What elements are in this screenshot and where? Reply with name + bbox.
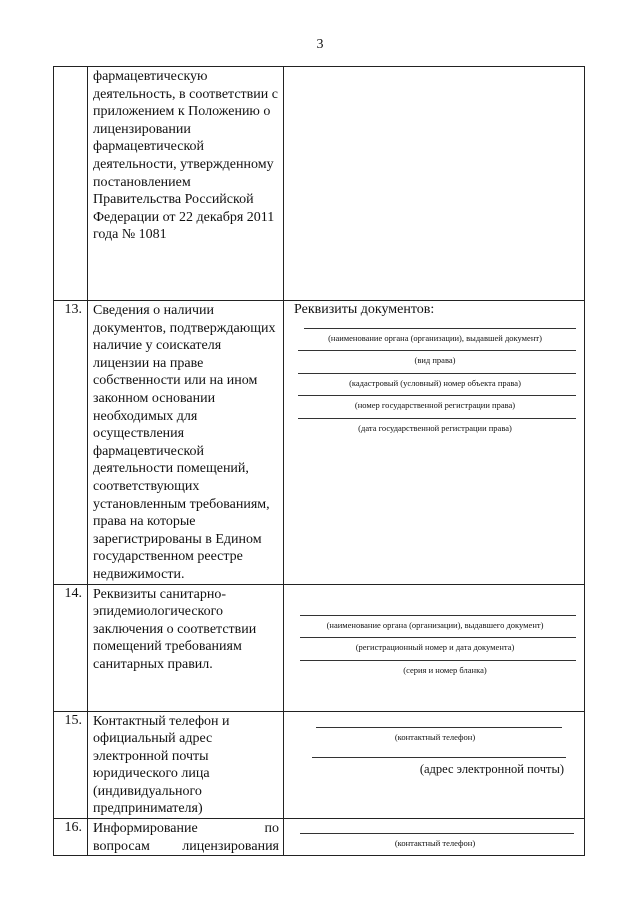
row-label-line: вопросам лицензирования <box>93 838 279 854</box>
row-number: 14. <box>54 584 88 711</box>
row-label: Контактный телефон и официальный адрес электронной почты юридического лица (индивидуального предпринимателя) <box>88 711 284 819</box>
contacts-cell <box>284 711 585 819</box>
field-caption: (кадастровый (условный) номер объекта права) <box>349 378 521 388</box>
field-caption: (наименование органа (организации), выдавшего документ) <box>326 619 544 630</box>
row-value <box>284 67 585 301</box>
table-row <box>54 67 585 301</box>
row-number: 15. <box>54 711 88 819</box>
table-row <box>54 584 585 711</box>
row-label-line: Информирование по <box>93 821 279 837</box>
row-label: Реквизиты санитарно-эпидемиологического заключения о соответствии помещений требованиям санитарных правил. <box>88 584 284 711</box>
application-form-table <box>53 66 585 856</box>
field-caption: (наименование органа (организации), выдавшей документ) <box>328 333 542 343</box>
field-caption: (регистрационный номер и дата документа) <box>355 641 515 652</box>
sanitary-conclusion-cell <box>284 584 585 711</box>
row-number <box>54 67 88 301</box>
field-caption: (номер государственной регистрации права) <box>354 400 516 410</box>
field-caption: (адрес электронной почты) <box>419 761 564 776</box>
page-number: 3 <box>316 37 324 52</box>
row-number: 13. <box>54 301 88 585</box>
table-row <box>54 711 585 819</box>
table-row <box>54 301 585 585</box>
field-caption: (серия и номер бланка) <box>403 664 487 675</box>
documents-details-cell <box>284 301 585 585</box>
table-row <box>54 819 585 856</box>
row-label <box>88 819 284 856</box>
row-label: Сведения о наличии документов, подтверждающих наличие у соискателя лицензии на праве собственности или на ином законном основании необходимых для осуществления фармацевтической деятельности помещений, соответствующих установленным требованиям, права на которые зарегистрированы в Едином государственном реестре недвижимости. <box>88 301 284 585</box>
row-number: 16. <box>54 819 88 856</box>
informing-cell <box>284 819 585 856</box>
field-caption: (вид права) <box>414 355 456 365</box>
documents-details-title: Реквизиты документов: <box>294 302 435 317</box>
row-label: фармацевтическую деятельность, в соответствии с приложением к Положению о лицензировании фармацевтической деятельности, утвержденному постановлением Правительства Российской Федерации от 22 декабря 2011 года № 1081 <box>88 67 284 301</box>
field-caption: (контактный телефон) <box>394 731 476 742</box>
field-caption: (контактный телефон) <box>394 838 476 849</box>
field-caption: (дата государственной регистрации права) <box>358 423 512 433</box>
